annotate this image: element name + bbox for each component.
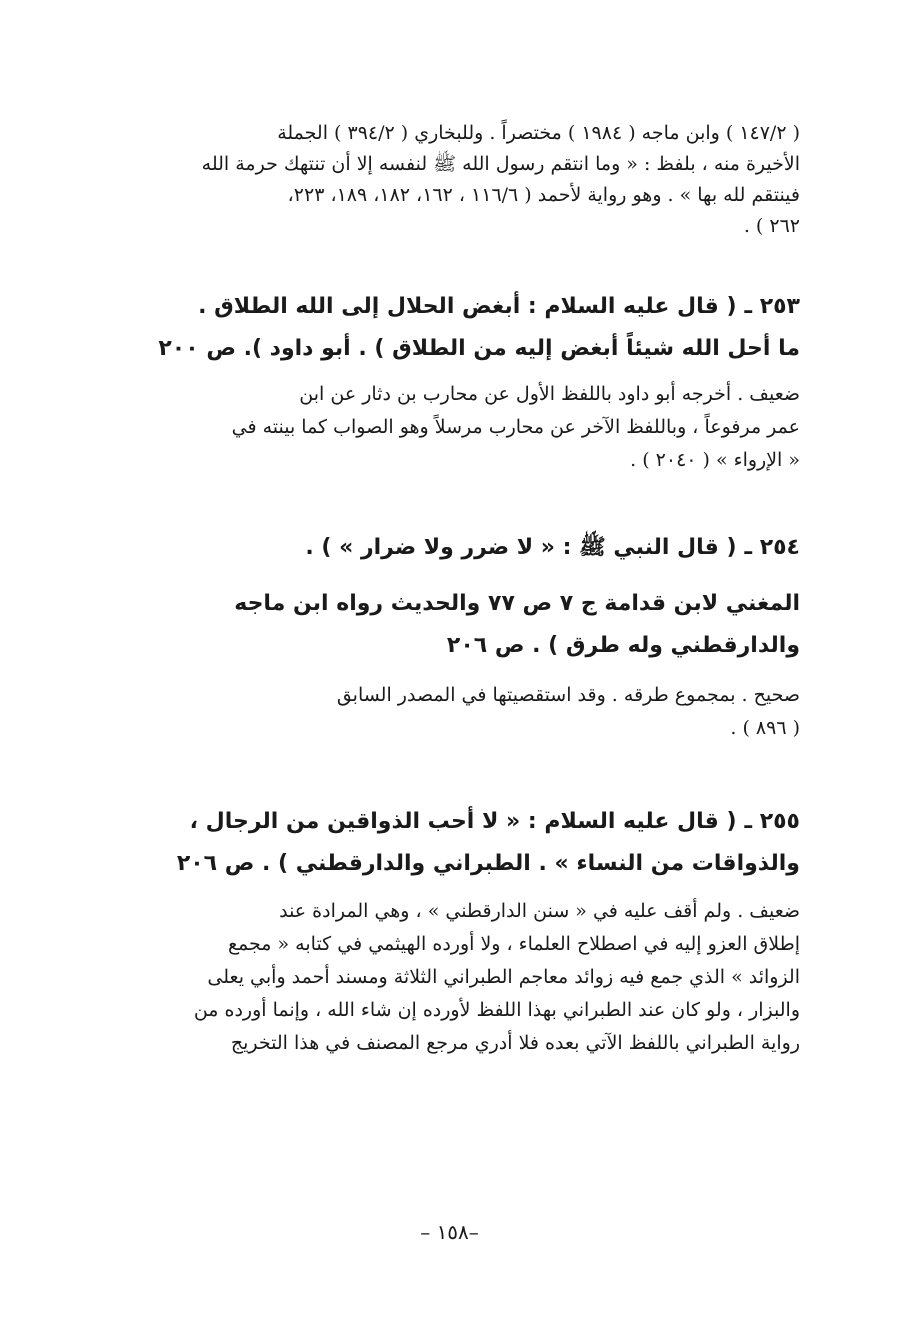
text-line: فينتقم لله بها » . وهو رواية لأحمد ( ١١٦/٦ ، ١٦٢، ١٨٢، ١٨٩، ٢٢٣، — [287, 184, 800, 206]
hadith-line: المغني لابن قدامة ج ٧ ص ٧٧ والحديث رواه ابن ماجه — [234, 591, 800, 616]
comment-line: إطلاق العزو إليه في اصطلاح العلماء ، ولا أورده الهيثمي في كتابه « مجمع — [227, 933, 800, 955]
hadith-text: ( قال عليه السلام : « لا أحب الذواقين من الرجال ، — [189, 809, 737, 834]
entry-number: ٢٥٣ ـ — [744, 294, 800, 319]
hadith-line: والدارقطني وله طرق ) . ص ٢٠٦ — [446, 633, 800, 658]
comment-line: عمر مرفوعاً ، وباللفظ الآخر عن محارب مرسلاً وهو الصواب كما بينته في — [231, 416, 800, 438]
comment-line: ضعيف . ولم أقف عليه في « سنن الدارقطني » ، وهي المرادة عند — [279, 900, 800, 922]
comment-line: ( ٨٩٦ ) . — [730, 717, 800, 739]
commentary-254 — [100, 679, 800, 745]
hadith-text: ( قال عليه السلام : أبغض الحلال إلى الله الطلاق . — [198, 294, 737, 319]
hadith-line: ما أحل الله شيئاً أبغض إليه من الطلاق ) . أبو داود ). ص ٢٠٠ — [158, 336, 800, 361]
hadith-line — [100, 286, 800, 328]
comment-line: صحيح . بمجموع طرقه . وقد استقصيتها في المصدر السابق — [336, 684, 800, 706]
comment-line: الزوائد » الذي جمع فيه زوائد معاجم الطبراني الثلاثة ومسند أحمد وأبي يعلى — [207, 966, 800, 988]
hadith-entry-255 — [100, 801, 800, 885]
comment-line: ضعيف . أخرجه أبو داود باللفظ الأول عن محارب بن دثار عن ابن — [299, 383, 800, 405]
commentary-255 — [100, 895, 800, 1060]
comment-line: « الإرواء » ( ٢٠٤٠ ) . — [630, 449, 800, 471]
comment-line: والبزار ، ولو كان عند الطبراني بهذا اللفظ لأورده إن شاء الله ، وإنما أورده من — [193, 999, 800, 1021]
page-body — [100, 118, 800, 1060]
text-line: ٢٦٢ ) . — [743, 215, 800, 237]
text-line: الأخيرة منه ، بلفظ : « وما انتقم رسول الله ﷺ لنفسه إلا أن تنتهك حرمة الله — [201, 153, 800, 175]
page-number: –١٥٨ – — [420, 1220, 479, 1244]
hadith-line — [100, 801, 800, 843]
continuation-paragraph — [100, 118, 800, 242]
entry-number: ٢٥٥ ـ — [744, 809, 800, 834]
commentary-253 — [100, 378, 800, 477]
comment-line: رواية الطبراني باللفظ الآتي بعده فلا أدري مرجع المصنف في هذا التخريج — [230, 1032, 800, 1054]
hadith-line — [100, 527, 800, 569]
hadith-entry-254 — [100, 527, 800, 667]
hadith-entry-253 — [100, 286, 800, 370]
entry-number: ٢٥٤ ـ — [744, 535, 800, 560]
hadith-line: والذواقات من النساء » . الطبراني والدارقطني ) . ص ٢٠٦ — [176, 851, 800, 876]
hadith-text: ( قال النبي ﷺ : « لا ضرر ولا ضرار » ) . — [305, 535, 737, 560]
text-line: ( ١٤٧/٢ ) وابن ماجه ( ١٩٨٤ ) مختصراً . وللبخاري ( ٣٩٤/٢ ) الجملة — [277, 122, 800, 144]
